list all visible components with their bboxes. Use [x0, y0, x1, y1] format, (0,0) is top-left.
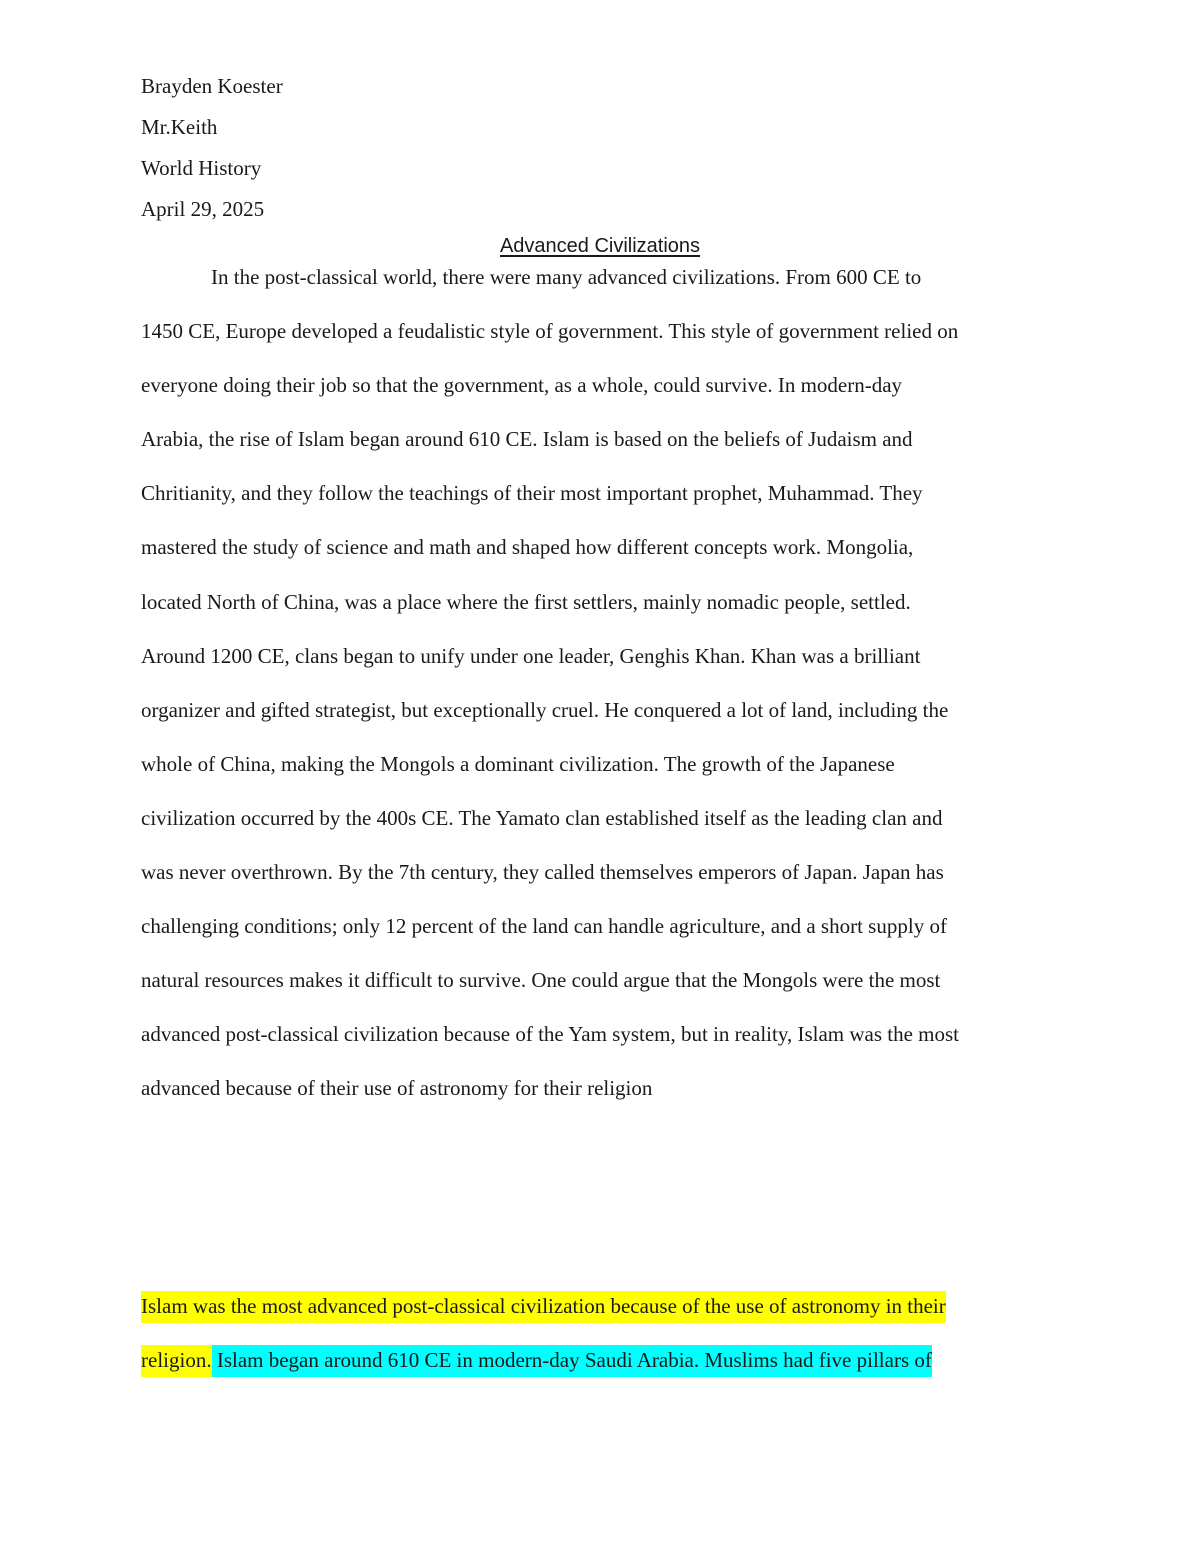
body-line: advanced because of their use of astronomy for their religion — [141, 1076, 653, 1101]
body-line: mastered the study of science and math and shaped how different concepts work. Mongolia, — [141, 535, 914, 560]
body-line: Chritianity, and they follow the teachings of their most important prophet, Muhammad. They — [141, 481, 923, 506]
course-name: World History — [141, 156, 262, 180]
highlighted-paragraph — [141, 1289, 1061, 1397]
yellow-highlight-text: religion. — [141, 1345, 212, 1377]
body-line: organizer and gifted strategist, but exceptionally cruel. He conquered a lot of land, including the — [141, 697, 949, 722]
body-line: 1450 CE, Europe developed a feudalistic style of government. This style of government relied on — [141, 319, 959, 344]
thesis-line-1 — [141, 1289, 1061, 1343]
body-line: located North of China, was a place where the first settlers, mainly nomadic people, settled. — [141, 589, 911, 614]
cyan-highlight-text: Islam began around 610 CE in modern-day Saudi Arabia. Muslims had five pillars of — [212, 1345, 932, 1377]
body-line: advanced post-classical civilization because of the Yam system, but in reality, Islam was the most — [141, 1022, 960, 1047]
body-line: civilization occurred by the 400s CE. The Yamato clan established itself as the leading clan and — [141, 805, 943, 830]
thesis-line-2 — [141, 1343, 1061, 1397]
student-name: Brayden Koester — [141, 74, 283, 98]
body-line: challenging conditions; only 12 percent of the land can handle agriculture, and a short supply of — [141, 914, 947, 939]
body-paragraph — [141, 260, 1061, 1126]
body-line: was never overthrown. By the 7th century, they called themselves emperors of Japan. Japan has — [141, 860, 944, 885]
body-line: In the post-classical world, there were many advanced civilizations. From 600 CE to — [211, 265, 922, 289]
body-line: Around 1200 CE, clans began to unify under one leader, Genghis Khan. Khan was a brilliant — [141, 643, 921, 668]
body-line: Arabia, the rise of Islam began around 610 CE. Islam is based on the beliefs of Judaism and — [141, 427, 913, 452]
body-line: whole of China, making the Mongols a dominant civilization. The growth of the Japanese — [141, 751, 895, 776]
yellow-highlight-text: Islam was the most advanced post-classical civilization because of the use of astronomy in their — [141, 1291, 946, 1323]
essay-heading — [141, 70, 1061, 234]
teacher-name: Mr.Keith — [141, 115, 218, 139]
essay-title: Advanced Civilizations — [499, 235, 701, 257]
essay-title-row — [0, 233, 1200, 259]
body-line: natural resources makes it difficult to survive. One could argue that the Mongols were the most — [141, 968, 941, 993]
body-line: everyone doing their job so that the government, as a whole, could survive. In modern-day — [141, 373, 903, 398]
essay-date: April 29, 2025 — [141, 197, 265, 221]
